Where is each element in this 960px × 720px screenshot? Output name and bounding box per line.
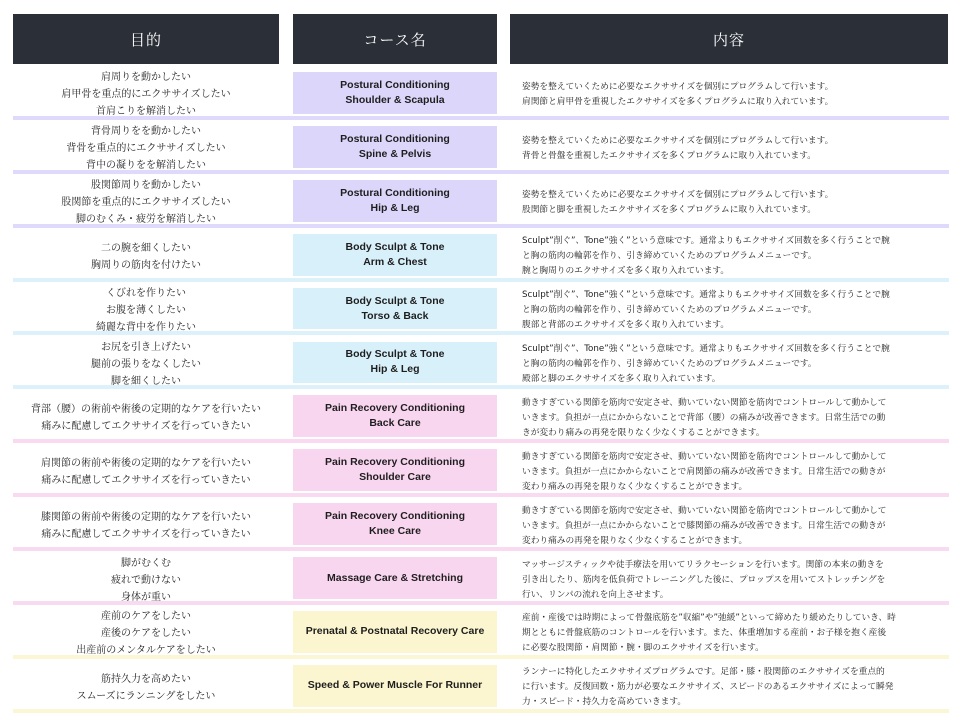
course-name-line: Postural Conditioning [340, 132, 450, 145]
goal-cell [13, 445, 279, 499]
content-line: と胸の筋肉の輪郭を作り、引き締めていくためのプログラムメニューです。 [522, 305, 817, 316]
content-line: 姿勢を整えていくために必要なエクササイズを個別にプログラムして行います。 [522, 135, 834, 146]
content-line: 背骨と骨盤を重視したエクササイズを多くプログラムに取り入れています。 [522, 150, 816, 161]
content-line: Sculpt”削ぐ”、Tone”強く”という意味です。通常よりもエクササイズ回数を多く行うことで腕 [522, 343, 890, 354]
content-line: 期とともに骨盤底筋のコントロールを行います。また、体重増加する産前・お子様を抱く産後 [522, 628, 887, 639]
goal-line: 二の腕を細くしたい [101, 242, 191, 254]
content-line: いきます。負担が一点にかからないことで背部（腰）の痛みが改善できます。日常生活での動 [522, 412, 886, 423]
course-name-cell [293, 665, 497, 707]
content-cell [522, 68, 948, 122]
content-cell [522, 338, 948, 392]
content-line: 姿勢を整えていくために必要なエクササイズを個別にプログラムして行います。 [522, 189, 834, 200]
course-name-line: Body Sculpt & Tone [345, 348, 445, 361]
course-name-line: Prenatal & Postnatal Recovery Care [305, 625, 485, 638]
content-line: 姿勢を整えていくために必要なエクササイズを個別にプログラムして行います。 [522, 81, 834, 92]
content-line: と胸の筋肉の輪郭を作り、引き締めていくためのプログラムメニューです。 [522, 251, 817, 262]
content-line: 引き出したり、筋肉を低負荷でトレーニングした後に、プロップスを用いてストレッチングを [522, 574, 886, 585]
goal-line: 痛みに配慮してエクササイズを行っていきたい [41, 475, 251, 487]
goal-cell [13, 661, 279, 715]
goal-line: 背中の凝りをを解消したい [86, 160, 206, 172]
course-name-line: Postural Conditioning [340, 186, 450, 199]
course-name-cell [293, 126, 497, 168]
table-row [0, 230, 960, 284]
goal-line: 股関節を重点的にエクササイズしたい [61, 197, 231, 209]
header-course: コース名 [293, 14, 497, 64]
content-cell [522, 176, 948, 230]
goal-line: 首肩こりを解消したい [96, 106, 196, 118]
course-name-line: Spine & Pelvis [358, 147, 432, 160]
goal-line: 痛みに配慮してエクササイズを行っていきたい [41, 421, 251, 433]
course-name-line: Hip & Leg [370, 363, 420, 376]
goal-cell [13, 607, 279, 661]
goal-cell [13, 284, 279, 338]
course-name-cell [293, 395, 497, 437]
goal-line: 膝関節の術前や術後の定期的なケアを行いたい [41, 512, 251, 524]
goal-line: スムーズにランニングをしたい [76, 690, 216, 702]
content-line: 力・スピード・持久力を高めていきます。 [522, 697, 687, 708]
course-name-line: Pain Recovery Conditioning [324, 402, 466, 415]
goal-line: 胸周りの筋肉を付けたい [91, 259, 201, 271]
content-line: に必要な股関節・肩関節・腕・脚のエクササイズを行います。 [522, 643, 764, 654]
goal-line: 背部（腰）の術前や術後の定期的なケアを行いたい [31, 404, 261, 416]
content-line: いきます。負担が一点にかからないことで膝関節の痛みが改善できます。日常生活での動きが [522, 520, 886, 531]
content-cell [522, 499, 948, 553]
goal-line: 股関節周りを動かしたい [91, 180, 201, 192]
content-cell [522, 284, 948, 338]
content-line: 変わり痛みの再発を限りなく少なくすることができます。 [522, 481, 748, 492]
table-row [0, 68, 960, 122]
course-name-cell [293, 72, 497, 114]
course-name-line: Massage Care & Stretching [327, 571, 463, 584]
content-cell [522, 661, 948, 715]
course-name-cell [293, 180, 497, 222]
goal-line: 脚を細くしたい [111, 375, 181, 387]
goal-line: お尻を引き上げたい [101, 341, 191, 353]
header-goal: 目的 [13, 14, 279, 64]
goal-line: 脚がむくむ [121, 557, 171, 569]
course-name-line: Postural Conditioning [340, 78, 450, 91]
course-name-line: Torso & Back [361, 309, 429, 322]
goal-line: 筋持久力を高めたい [101, 673, 191, 685]
goal-cell [13, 176, 279, 230]
content-line: いきます。負担が一点にかからないことで肩関節の痛みが改善できます。日常生活での動きが [522, 466, 886, 477]
course-name-cell [293, 449, 497, 491]
content-cell [522, 553, 948, 607]
goal-line: 脚のむくみ・疲労を解消したい [76, 214, 216, 226]
goal-line: 肩周りを動かしたい [101, 72, 191, 84]
goal-cell [13, 391, 279, 445]
goal-cell [13, 338, 279, 392]
goal-line: 出産前のメンタルケアをしたい [76, 645, 216, 657]
header-content: 内容 [510, 14, 948, 64]
goal-line: くびれを作りたい [106, 288, 186, 300]
goal-cell [13, 122, 279, 176]
course-name-line: Knee Care [369, 525, 421, 538]
content-line: 肩関節と肩甲骨を重視したエクササイズを多くプログラムに取り入れています。 [522, 96, 834, 107]
content-line: 産前・産後では時期によって骨盤底筋を”収縮”や”弛緩”といって締めたり緩めたりしていき、時 [522, 613, 896, 624]
table-row [0, 338, 960, 392]
course-name-line: Pain Recovery Conditioning [324, 456, 466, 469]
goal-line: 痛みに配慮してエクササイズを行っていきたい [41, 529, 251, 541]
goal-line: 背骨を重点的にエクササイズしたい [66, 143, 226, 155]
content-line: 動きすぎている関節を筋肉で安定させ、動いていない関節を筋肉でコントロールして動かして [522, 397, 887, 408]
course-name-line: Body Sculpt & Tone [345, 294, 445, 307]
goal-line: 綺麗な背中を作りたい [96, 322, 196, 334]
content-line: Sculpt”削ぐ”、Tone”強く”という意味です。通常よりもエクササイズ回数を多く行うことで腕 [522, 290, 890, 301]
course-name-line: Pain Recovery Conditioning [324, 510, 466, 523]
goal-line: 産前のケアをしたい [101, 611, 191, 623]
course-name-line: Shoulder Care [359, 471, 431, 484]
goal-cell [13, 68, 279, 122]
table-row [0, 553, 960, 607]
table-row [0, 284, 960, 338]
goal-line: 肩甲骨を重点的にエクササイズしたい [61, 89, 231, 101]
content-line: 動きすぎている関節を筋肉で安定させ、動いていない関節を筋肉でコントロールして動かして [522, 451, 887, 462]
content-cell [522, 445, 948, 499]
course-name-cell [293, 342, 497, 384]
content-line: 股関節と脚を重視したエクササイズを多くプログラムに取り入れています。 [522, 204, 816, 215]
course-name-cell [293, 288, 497, 330]
goal-line: お腹を薄くしたい [106, 305, 186, 317]
table-row [0, 499, 960, 553]
goal-line: 背骨周りをを動かしたい [91, 126, 201, 138]
table-row [0, 391, 960, 445]
course-name-line: Hip & Leg [370, 201, 420, 214]
content-cell [522, 391, 948, 445]
content-cell [522, 122, 948, 176]
table-row [0, 176, 960, 230]
goal-cell [13, 230, 279, 284]
table-row [0, 445, 960, 499]
content-line: 腹部と背部のエクササイズを多く取り入れています。 [522, 320, 730, 331]
course-name-cell [293, 234, 497, 276]
course-name-line: Body Sculpt & Tone [345, 240, 445, 253]
goal-line: 身体が重い [121, 591, 171, 603]
course-name-line: Speed & Power Muscle For Runner [307, 679, 483, 692]
table-row [0, 122, 960, 176]
content-line: に行います。反復回数・筋力が必要なエクササイズ、スピードのあるエクササイズによって瞬発 [522, 682, 894, 693]
content-line: 行い、リンパの流れを向上させます。 [522, 589, 669, 600]
goal-line: 産後のケアをしたい [101, 628, 191, 640]
content-cell [522, 607, 948, 661]
goal-line: 疲れで動けない [111, 574, 181, 586]
content-cell [522, 230, 948, 284]
goal-cell [13, 553, 279, 607]
content-line: 腕と胸周りのエクササイズを多く取り入れています。 [522, 266, 730, 277]
content-line: Sculpt”削ぐ”、Tone”強く”という意味です。通常よりもエクササイズ回数を多く行うことで腕 [522, 236, 890, 247]
table-row [0, 607, 960, 661]
content-line: 殿部と脚のエクササイズを多く取り入れています。 [522, 373, 721, 384]
goal-line: 肩関節の術前や術後の定期的なケアを行いたい [41, 458, 251, 470]
content-line: ランナーに特化したエクササイズプログラムです。足部・膝・股関節のエクササイズを重点的 [522, 667, 885, 678]
course-name-cell [293, 557, 497, 599]
goal-cell [13, 499, 279, 553]
content-line: 動きすぎている関節を筋肉で安定させ、動いていない関節を筋肉でコントロールして動かして [522, 505, 887, 516]
content-line: と胸の筋肉の輪郭を作り、引き締めていくためのプログラムメニューです。 [522, 358, 817, 369]
course-name-line: Arm & Chest [363, 255, 427, 268]
content-line: きが変わり痛みの再発を限りなく少なくすることができます。 [522, 427, 765, 438]
goal-line: 腿前の張りをなくしたい [91, 358, 201, 370]
table-row [0, 661, 960, 715]
content-line: 変わり痛みの再発を限りなく少なくすることができます。 [522, 535, 748, 546]
course-name-line: Back Care [369, 417, 421, 430]
content-line: マッサージスティックや徒手療法を用いてリラクセーションを行います。関節の本来の動きを [522, 559, 884, 570]
course-name-line: Shoulder & Scapula [345, 93, 445, 106]
course-name-cell [293, 611, 497, 653]
course-name-cell [293, 503, 497, 545]
